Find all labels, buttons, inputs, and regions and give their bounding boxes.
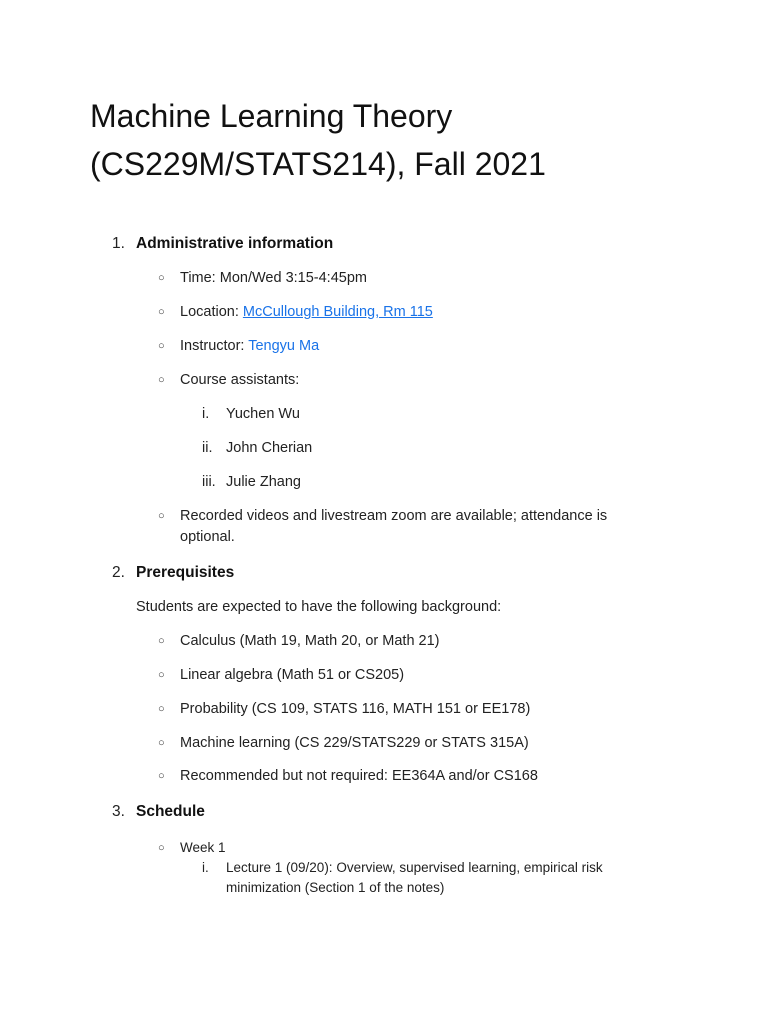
list-item-prereq [158, 733, 529, 754]
section-title: Prerequisites [136, 564, 235, 581]
list-item-location [158, 302, 433, 323]
section-schedule-heading [112, 801, 205, 823]
section-number: 2. [112, 564, 125, 581]
prereq-text: Machine learning (CS 229/STATS229 or STATS 315A) [180, 735, 529, 751]
lecture-text: Lecture 1 (09/20): Overview, supervised learning, empirical risk minimization (Section 1 of the notes) [226, 860, 603, 895]
list-item-assistants [158, 370, 299, 391]
list-item-week [158, 838, 226, 858]
roman-numeral: i. [202, 860, 209, 875]
time-label: Time: [180, 270, 216, 286]
bullet-circle-icon: ○ [158, 703, 165, 715]
instructor-link[interactable]: Tengyu Ma [248, 338, 320, 354]
list-item-prereq [158, 631, 440, 652]
recorded-text: Recorded videos and livestream zoom are available; attendance is optional. [180, 508, 608, 545]
roman-numeral: i. [202, 406, 210, 422]
page-title: Machine Learning Theory (CS229M/STATS214), Fall 2021 [90, 98, 546, 182]
prereq-intro: Students are expected to have the following background: [136, 599, 502, 615]
bullet-circle-icon: ○ [158, 272, 165, 284]
instructor-label: Instructor: [180, 338, 249, 354]
assistants-label: Course assistants: [180, 372, 300, 388]
assistant-name: Yuchen Wu [226, 406, 300, 422]
bullet-circle-icon: ○ [158, 340, 165, 352]
section-title: Schedule [136, 803, 205, 820]
assistant-name: Julie Zhang [226, 474, 301, 490]
section-admin-heading [112, 233, 333, 255]
recommended-label: Recommended but not required: [180, 768, 392, 784]
bullet-circle-icon: ○ [158, 510, 165, 522]
roman-numeral: iii. [202, 474, 216, 490]
section-title: Administrative information [136, 235, 334, 252]
time-value: Mon/Wed 3:15-4:45pm [215, 270, 367, 286]
bullet-circle-icon: ○ [158, 306, 165, 318]
location-label: Location: [180, 304, 243, 320]
bullet-circle-icon: ○ [158, 635, 165, 647]
section-prereq-heading [112, 562, 234, 584]
list-item-lecture [202, 858, 632, 898]
section-number: 3. [112, 803, 125, 820]
bullet-circle-icon: ○ [158, 669, 165, 681]
list-item-prereq [158, 699, 530, 720]
list-item-prereq [158, 665, 404, 686]
list-item-recommended [158, 766, 538, 787]
list-item-time [158, 268, 367, 289]
prereq-text: Probability (CS 109, STATS 116, MATH 151 or EE178) [180, 701, 531, 717]
bullet-circle-icon: ○ [158, 374, 165, 386]
location-link[interactable]: McCullough Building, Rm 115 [242, 304, 433, 320]
prereq-text: Calculus (Math 19, Math 20, or Math 21) [180, 633, 440, 649]
list-item-recorded [158, 506, 628, 548]
bullet-circle-icon: ○ [158, 737, 165, 749]
bullet-circle-icon: ○ [158, 770, 165, 782]
list-item-assistant [202, 438, 312, 459]
list-item-assistant [202, 404, 300, 425]
week-label: Week 1 [180, 840, 226, 855]
list-item-instructor [158, 336, 319, 357]
recommended-value: EE364A and/or CS168 [392, 768, 538, 784]
section-number: 1. [112, 235, 125, 252]
roman-numeral: ii. [202, 440, 213, 456]
bullet-circle-icon: ○ [158, 842, 165, 854]
prereq-text: Linear algebra (Math 51 or CS205) [180, 667, 405, 683]
list-item-assistant [202, 472, 301, 493]
assistant-name: John Cherian [226, 440, 313, 456]
